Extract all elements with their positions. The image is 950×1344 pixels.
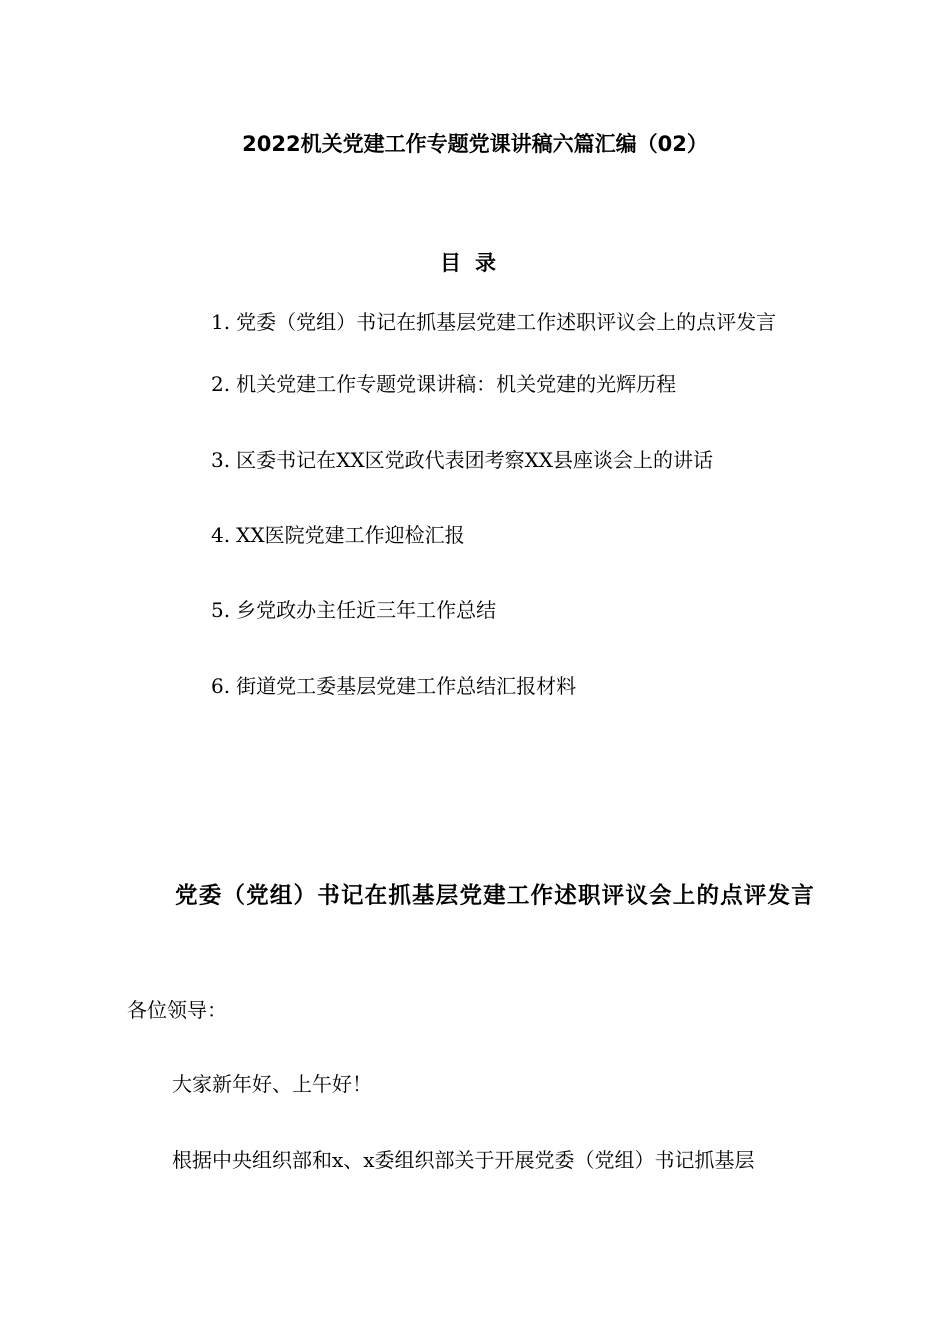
toc-item-2	[211, 368, 676, 400]
toc-item-6	[211, 670, 576, 702]
toc-item-number: 3.	[211, 448, 231, 472]
greeting-paragraph: 大家新年好、上午好！	[172, 1072, 372, 1096]
toc-item-text: 街道党工委基层党建工作总结汇报材料	[236, 674, 577, 698]
toc-heading: 目录	[440, 251, 510, 275]
salutation: 各位领导：	[127, 998, 227, 1022]
toc-item-number: 6.	[211, 674, 231, 698]
toc-item-text: 机关党建工作专题党课讲稿：机关党建的光辉历程	[236, 372, 677, 396]
section-title: 党委（党组）书记在抓基层党建工作述职评议会上的点评发言	[175, 883, 815, 909]
toc-item-3	[211, 444, 713, 476]
document-title: 2022机关党建工作专题党课讲稿六篇汇编（02）	[242, 132, 708, 156]
toc-item-4	[211, 519, 465, 551]
body-paragraph: 根据中央组织部和x、x委组织部关于开展党委（党组）书记抓基层	[172, 1148, 755, 1172]
toc-item-text: 党委（党组）书记在抓基层党建工作述职评议会上的点评发言	[236, 310, 777, 334]
toc-item-text: XX医院党建工作迎检汇报	[236, 523, 465, 547]
toc-item-number: 5.	[211, 598, 231, 622]
toc-item-1	[211, 306, 776, 338]
toc-item-number: 1.	[211, 310, 231, 334]
toc-item-number: 4.	[211, 523, 231, 547]
toc-item-text: 区委书记在XX区党政代表团考察XX县座谈会上的讲话	[236, 448, 714, 472]
toc-item-number: 2.	[211, 372, 231, 396]
toc-item-5	[211, 594, 496, 626]
toc-item-text: 乡党政办主任近三年工作总结	[236, 598, 497, 622]
